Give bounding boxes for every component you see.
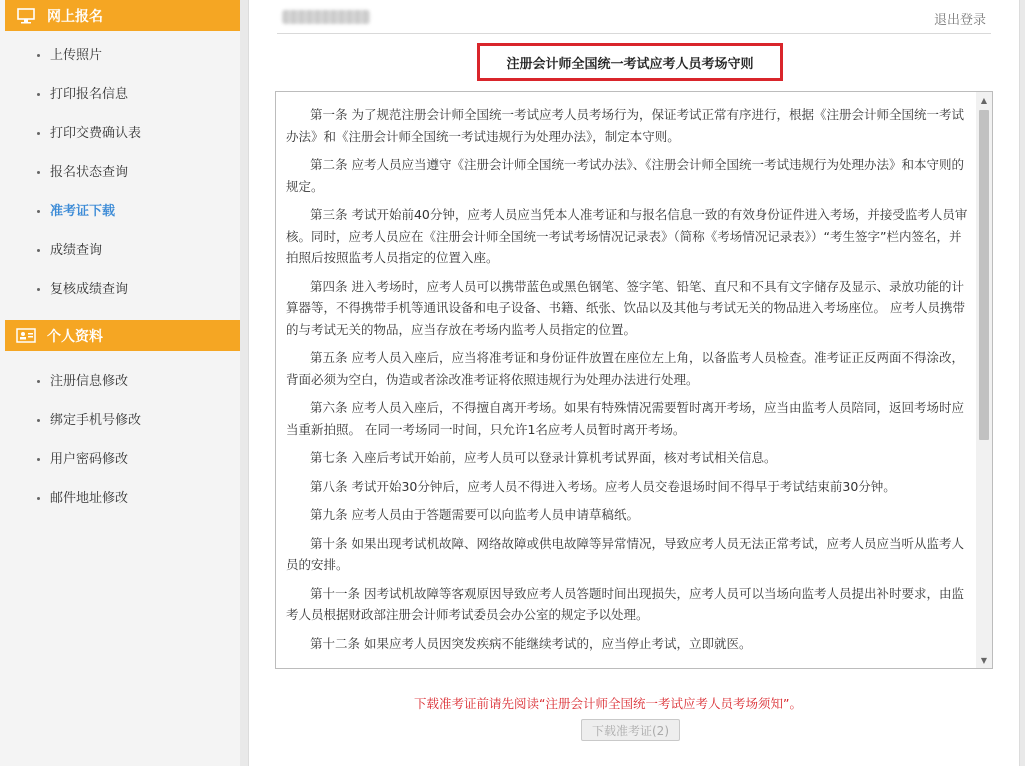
sidebar-item-label: 上传照片 [50, 48, 103, 63]
sidebar-item[interactable] [0, 270, 240, 309]
sidebar-item-label: 注册信息修改 [50, 374, 129, 389]
rules-content [286, 104, 969, 661]
rule-paragraph: 第八条 考试开始30分钟后，应考人员不得进入考场。应考人员交卷退场时间不得早于考试结束前30分钟。 [310, 478, 896, 494]
sidebar-item[interactable] [0, 75, 240, 114]
personal-info-menu [0, 362, 240, 518]
blurred-username [282, 10, 370, 24]
sidebar-item[interactable] [0, 36, 240, 75]
sidebar-item[interactable] [0, 153, 240, 192]
sidebar-item-label: 用户密码修改 [50, 452, 129, 467]
section-title: 网上报名 [47, 8, 103, 25]
rule-paragraph: 第十条 如果出现考试机故障、网络故障或供电故障等异常情况，导致应考人员无法正常考试，应考人员应当听从监考人员的安排。 [286, 535, 964, 572]
id-card-icon [15, 327, 37, 345]
bullet-icon [37, 54, 40, 57]
bullet-icon [37, 93, 40, 96]
download-admission-ticket-button[interactable]: 下载准考证(2) [581, 719, 680, 741]
sidebar-item-label: 成绩查询 [50, 243, 103, 258]
section-title: 个人资料 [47, 328, 103, 345]
bullet-icon [37, 171, 40, 174]
rule-paragraph: 第五条 应考人员入座后，应当将准考证和身份证件放置在座位左上角，以备监考人员检查。准考证正反两面不得涂改，背面必须为空白，伪造或者涂改准考证将依照违规行为处理办法进行处理。 [286, 350, 964, 387]
rule-paragraph: 第十二条 如果应考人员因突发疾病不能继续考试的，应当停止考试，立即就医。 [310, 635, 752, 651]
sidebar-item[interactable] [0, 362, 240, 401]
rule-paragraph: 第九条 应考人员由于答题需要可以向监考人员申请草稿纸。 [310, 507, 639, 522]
scroll-thumb[interactable] [979, 110, 989, 440]
bullet-icon [37, 132, 40, 135]
section-header-personal-info [5, 320, 240, 351]
bullet-icon [37, 210, 40, 213]
bullet-icon [37, 380, 40, 383]
rules-scroll-area[interactable] [275, 91, 993, 669]
sidebar-item[interactable] [0, 440, 240, 479]
registration-menu [0, 36, 240, 309]
main-panel [248, 0, 1020, 766]
sidebar-item[interactable] [0, 231, 240, 270]
sidebar-item[interactable] [0, 192, 240, 231]
sidebar-item-label: 准考证下载 [50, 204, 116, 219]
bullet-icon [37, 419, 40, 422]
rule-paragraph: 第一条 为了规范注册会计师全国统一考试应考人员考场行为，保证考试正常有序进行，根据《注册会计师全国统一考试办法》和《注册会计师全国统一考试违规行为处理办法》，制定本守则。 [286, 107, 964, 144]
sidebar [0, 0, 240, 766]
sidebar-item-label: 绑定手机号修改 [50, 413, 142, 428]
bullet-icon [37, 497, 40, 500]
download-notice: 下载准考证前请先阅读“注册会计师全国统一考试应考人员考场须知”。 [414, 696, 802, 711]
rule-paragraph: 第十一条 因考试机故障等客观原因导致应考人员答题时间出现损失，应考人员可以当场向监考人员提出补时要求，由监考人员根据财政部注册会计师考试委员会办公室的规定予以处理。 [286, 585, 964, 622]
rule-paragraph: 第四条 进入考场时，应考人员可以携带蓝色或黑色钢笔、签字笔、铅笔、直尺和不具有文字储存及显示、录放功能的计算器等，不得携带手机等通讯设备和电子设备、书籍、纸张、饮品以及其他与考试无关的物品进入考场座位。 应考人员携带的与考试无关的物品，应当存放在考场内监考人员指定的位置。 [286, 278, 965, 337]
sidebar-item-label: 打印报名信息 [50, 87, 129, 102]
rule-paragraph: 第六条 应考人员入座后，不得擅自离开考场。如果有特殊情况需要暂时离开考场，应当由监考人员陪同，返回考场时应当重新拍照。 在同一考场同一时间，只允许1名应考人员暂时离开考场。 [286, 400, 964, 437]
bullet-icon [37, 458, 40, 461]
rule-paragraph: 第七条 入座后考试开始前，应考人员可以登录计算机考试界面，核对考试相关信息。 [310, 450, 777, 465]
top-bar [277, 0, 991, 34]
rule-paragraph: 第二条 应考人员应当遵守《注册会计师全国统一考试办法》、《注册会计师全国统一考试违规行为处理办法》和本守则的规定。 [286, 157, 964, 194]
scroll-up-arrow-icon[interactable]: ▲ [980, 95, 988, 105]
sidebar-item-label: 复核成绩查询 [50, 282, 129, 297]
sidebar-item-label: 打印交费确认表 [50, 126, 142, 141]
page-title: 注册会计师全国统一考试应考人员考场守则 [477, 43, 783, 81]
sidebar-item[interactable] [0, 401, 240, 440]
sidebar-item[interactable] [0, 114, 240, 153]
monitor-icon [15, 7, 37, 25]
sidebar-item-label: 邮件地址修改 [50, 491, 129, 506]
sidebar-item[interactable] [0, 479, 240, 518]
section-header-online-registration [5, 0, 240, 31]
logout-link[interactable]: 退出登录 [933, 13, 986, 28]
bullet-icon [37, 249, 40, 252]
rule-paragraph: 第三条 考试开始前40分钟，应考人员应当凭本人准考证和与报名信息一致的有效身份证件进入考场，并接受监考人员审核。同时，应考人员应在《注册会计师全国统一考试考场情况记录表》（简称《考场情况记录表》）“考生签字”栏内签名，并拍照后按照监考人员指定的位置入座。 [286, 207, 968, 265]
bullet-icon [37, 288, 40, 291]
sidebar-item-label: 报名状态查询 [50, 165, 129, 180]
scroll-down-arrow-icon[interactable]: ▼ [980, 655, 988, 665]
scrollbar[interactable] [976, 92, 992, 668]
